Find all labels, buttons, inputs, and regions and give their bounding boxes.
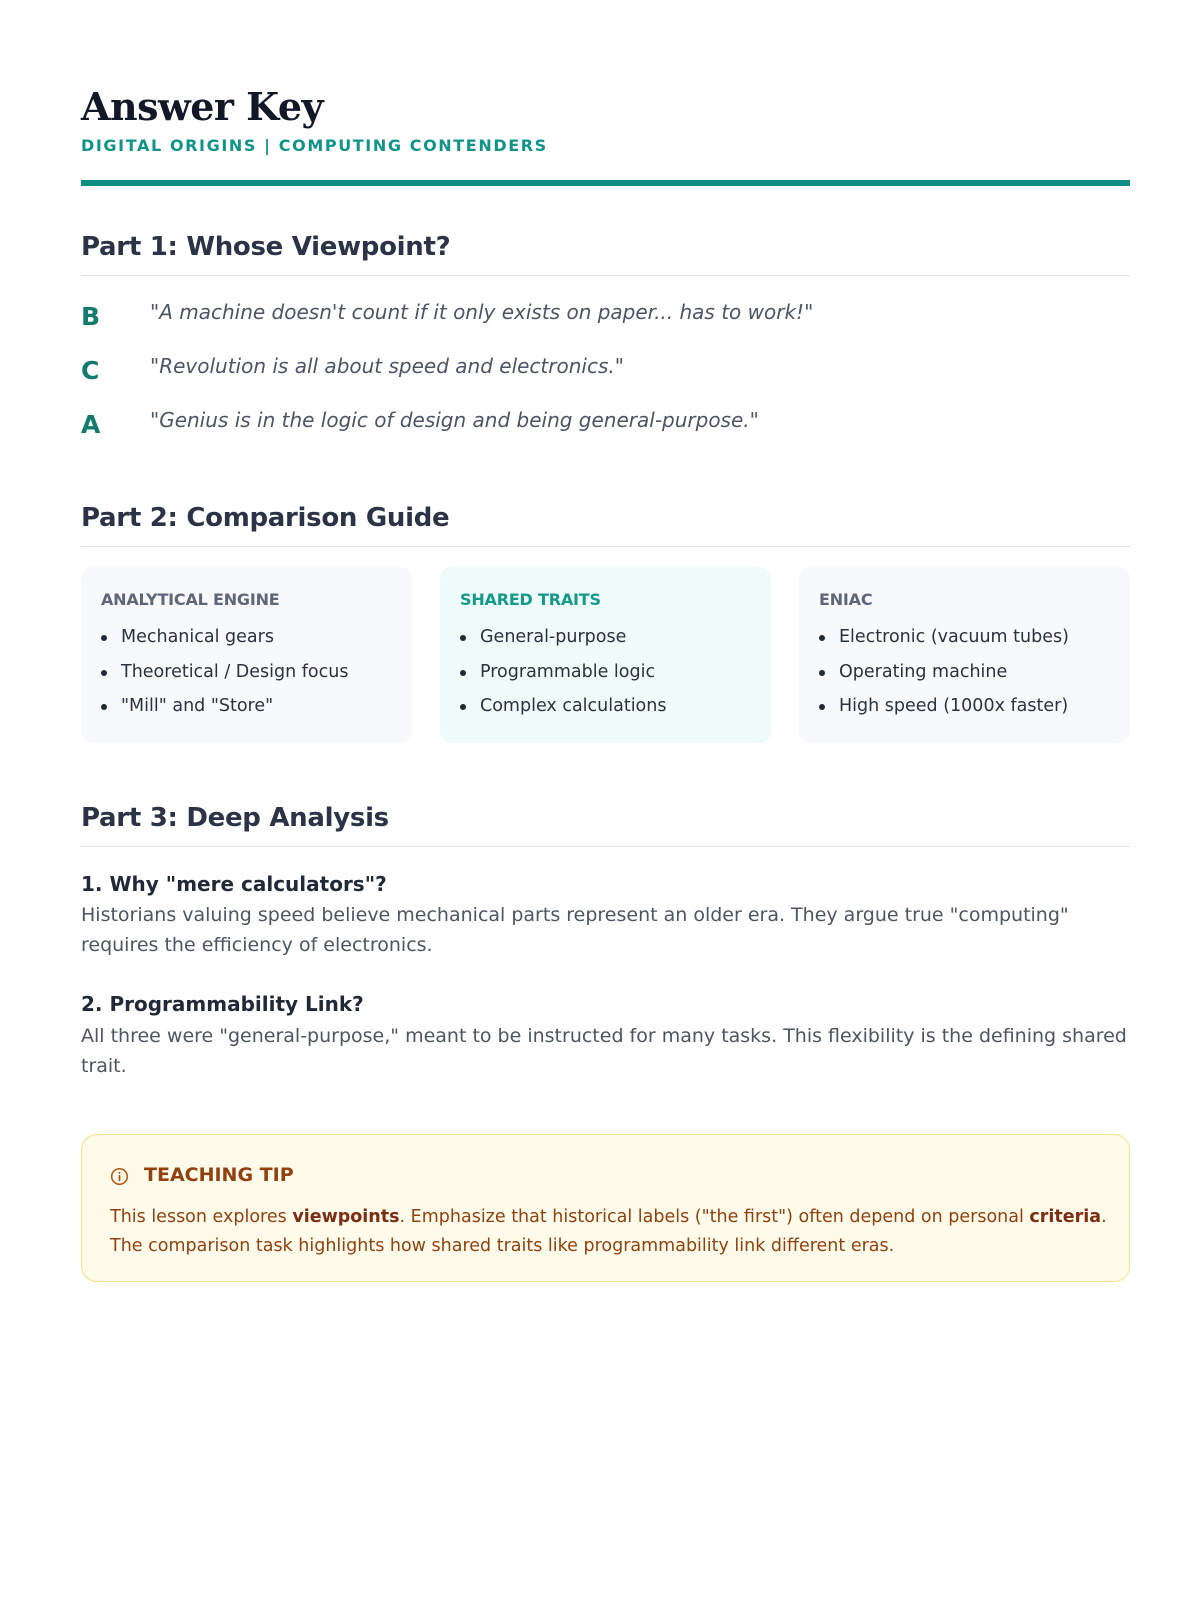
question-title: 1. Why "mere calculators"? — [81, 872, 387, 896]
viewpoint-letter: C — [81, 356, 100, 385]
card-list-item: Theoretical / Design focus — [101, 662, 348, 697]
card-title: ENIAC — [819, 590, 873, 609]
card-title: SHARED TRAITS — [460, 590, 601, 609]
part2-title: Part 2: Comparison Guide — [81, 503, 450, 533]
card-list-item: Complex calculations — [460, 696, 666, 731]
viewpoint-row — [81, 408, 1130, 444]
card-list-item: High speed (1000x faster) — [819, 696, 1069, 731]
eniac-card — [799, 567, 1130, 743]
tip-emphasis: viewpoints — [292, 1207, 400, 1227]
viewpoint-row — [81, 300, 1130, 336]
card-title: ANALYTICAL ENGINE — [101, 590, 280, 609]
shared-traits-card — [440, 567, 771, 743]
part2-divider — [81, 546, 1130, 547]
question-answer: All three were "general-purpose," meant to be instructed for many tasks. This flexibility is the defining shared trait. — [81, 1025, 1127, 1077]
question-title: 2. Programmability Link? — [81, 992, 364, 1016]
viewpoint-quote: "Genius is in the logic of design and being general-purpose." — [150, 408, 759, 432]
part3-title: Part 3: Deep Analysis — [81, 803, 389, 833]
card-list-item: Mechanical gears — [101, 627, 348, 662]
part1-title: Part 1: Whose Viewpoint? — [81, 232, 451, 262]
card-list-item: Electronic (vacuum tubes) — [819, 627, 1069, 662]
tip-text: . The comparison task highlights how shared traits like programmability link different eras. — [110, 1207, 1107, 1256]
card-list-item: Operating machine — [819, 662, 1069, 697]
analytical-engine-card — [81, 567, 412, 743]
question-answer: Historians valuing speed believe mechanical parts represent an older era. They argue true "computing" requires the efficiency of electronics. — [81, 904, 1069, 956]
card-list-item: Programmable logic — [460, 662, 666, 697]
header-divider — [81, 180, 1130, 186]
info-icon — [110, 1167, 129, 1186]
tip-text: . Emphasize that historical labels ("the first") often depend on personal — [399, 1207, 1030, 1227]
teaching-tip-callout — [81, 1134, 1130, 1282]
viewpoint-quote: "Revolution is all about speed and electronics." — [150, 354, 624, 378]
tip-title: TEACHING TIP — [144, 1164, 294, 1186]
card-list — [101, 627, 348, 731]
viewpoint-row — [81, 354, 1130, 390]
part3-divider — [81, 846, 1130, 847]
tip-text: This lesson explores — [110, 1207, 293, 1227]
card-list — [819, 627, 1069, 731]
tip-emphasis: criteria — [1029, 1207, 1102, 1227]
page-subtitle: DIGITAL ORIGINS | COMPUTING CONTENDERS — [81, 136, 548, 155]
card-list-item: General-purpose — [460, 627, 666, 662]
card-list — [460, 627, 666, 731]
viewpoint-letter: B — [81, 302, 101, 331]
tip-body — [110, 1203, 1110, 1261]
part1-divider — [81, 275, 1130, 276]
card-list-item: "Mill" and "Store" — [101, 696, 348, 731]
viewpoint-letter: A — [81, 410, 101, 439]
page-title: Answer Key — [81, 84, 324, 129]
viewpoint-quote: "A machine doesn't count if it only exists on paper... has to work!" — [150, 300, 814, 324]
